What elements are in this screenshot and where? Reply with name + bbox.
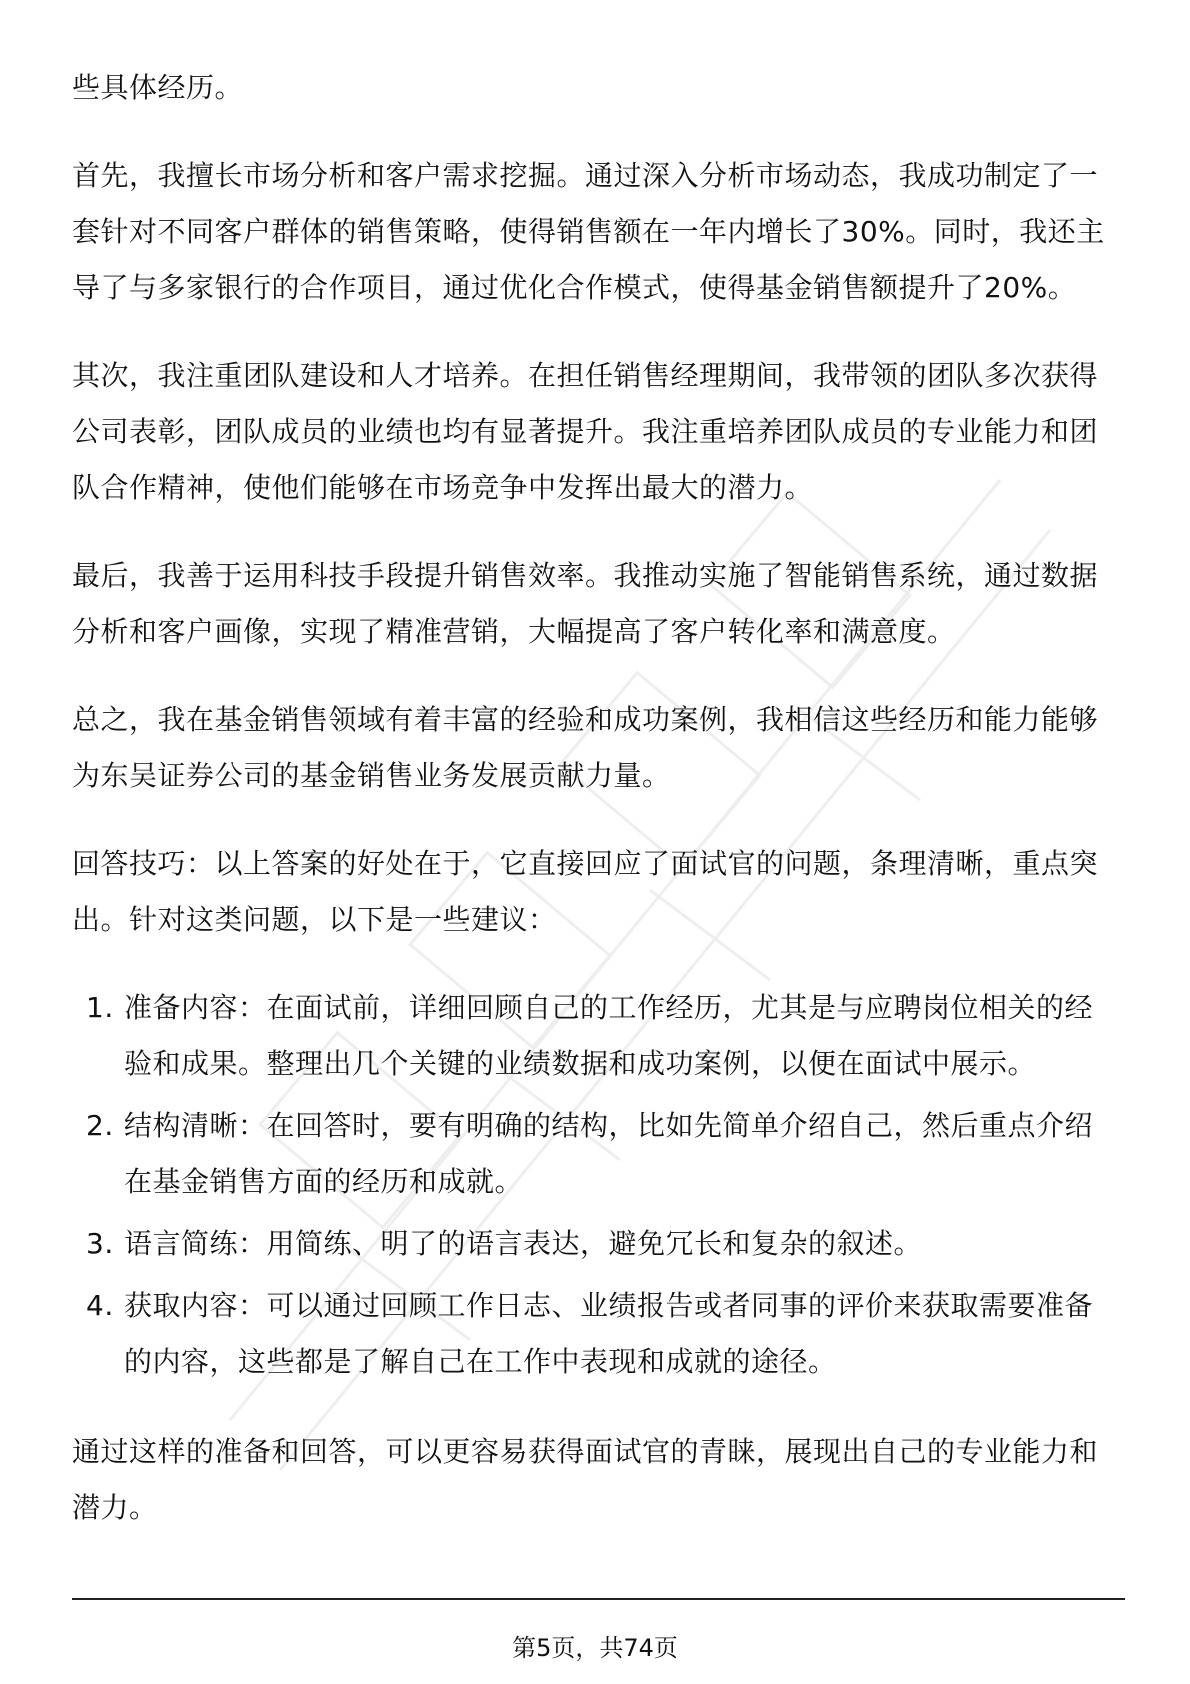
list-item [72,1216,1112,1272]
list-item [72,980,1112,1092]
list-item [72,1098,1112,1210]
paragraph-second-point: 其次，我注重团队建设和人才培养。在担任销售经理期间，我带领的团队多次获得公司表彰，团队成员的业绩也均有显著提升。我注重培养团队成员的专业能力和团队合作精神，使他们能够在市场竞争中发挥出最大的潜力。 [72,359,1099,504]
list-item-text: 准备内容：在面试前，详细回顾自己的工作经历，尤其是与应聘岗位相关的经验和成果。整理出几个关键的业绩数据和成功案例，以便在面试中展示。 [124,991,1094,1080]
footer-divider [72,1598,1125,1600]
list-item-number: 2. [86,1109,114,1142]
paragraph-answer-tips: 回答技巧：以上答案的好处在于，它直接回应了面试官的问题，条理清晰，重点突出。针对这类问题，以下是一些建议： [72,847,1099,936]
list-item-number: 1. [86,991,114,1024]
document-body [72,60,1112,1536]
list-item-text: 语言简练：用简练、明了的语言表达，避免冗长和复杂的叙述。 [124,1227,923,1260]
paragraph-conclusion: 总之，我在基金销售领域有着丰富的经验和成功案例，我相信这些经历和能力能够为东吴证券公司的基金销售业务发展贡献力量。 [72,703,1099,792]
tips-list [72,980,1112,1390]
page-number: 第5页，共74页 [512,1634,678,1662]
list-item [72,1278,1112,1390]
list-item-text: 获取内容：可以通过回顾工作日志、业绩报告或者同事的评价来获取需要准备的内容，这些都是了解自己在工作中表现和成就的途径。 [124,1289,1094,1378]
paragraph-intro-continued: 些具体经历。 [72,71,244,104]
list-item-number: 3. [86,1227,114,1260]
paragraph-first-point: 首先，我擅长市场分析和客户需求挖掘。通过深入分析市场动态，我成功制定了一套针对不同客户群体的销售策略，使得销售额在一年内增长了30%。同时，我还主导了与多家银行的合作项目，通过优化合作模式，使得基金销售额提升了20%。 [72,159,1105,304]
paragraph-third-point: 最后，我善于运用科技手段提升销售效率。我推动实施了智能销售系统，通过数据分析和客户画像，实现了精准营销，大幅提高了客户转化率和满意度。 [72,559,1099,648]
list-item-number: 4. [86,1289,114,1322]
paragraph-closing: 通过这样的准备和回答，可以更容易获得面试官的青睐，展现出自己的专业能力和潜力。 [72,1435,1099,1524]
list-item-text: 结构清晰：在回答时，要有明确的结构，比如先简单介绍自己，然后重点介绍在基金销售方面的经历和成就。 [124,1109,1094,1198]
